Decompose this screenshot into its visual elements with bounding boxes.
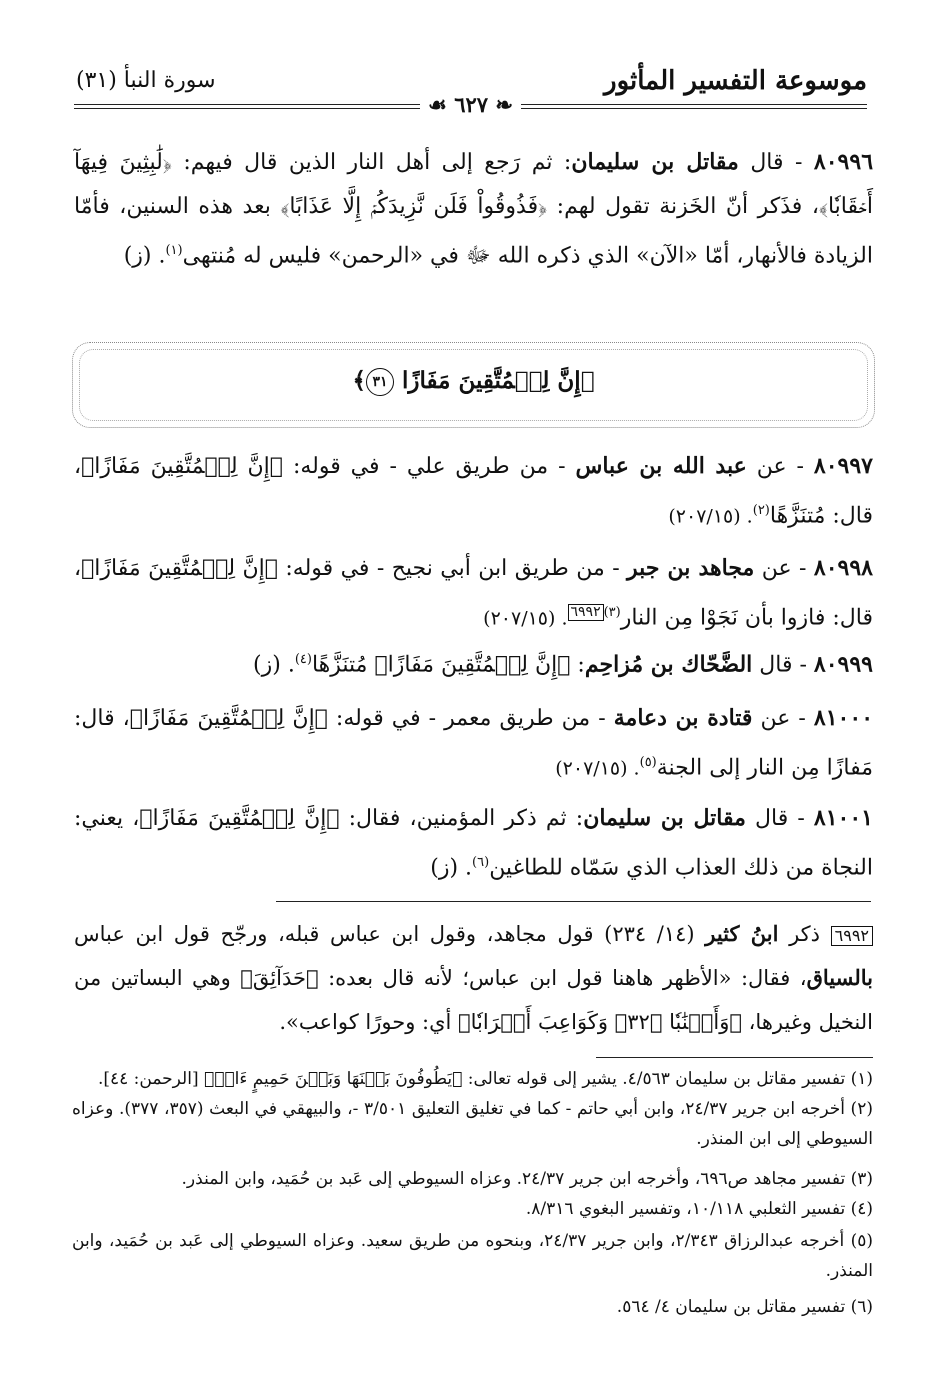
entry-text: - من طريق معمر - في قوله: ﴿إِنَّ لِلۡمُتَّقِينَ مَفَازًا﴾، قال: مَفازًا مِن النار إلى الجنة bbox=[74, 706, 873, 781]
footnote-marker[interactable]: (٢) bbox=[752, 503, 770, 518]
footnote-marker[interactable]: (٣) bbox=[603, 605, 621, 620]
footnote-5: (٥) أخرجه عبدالرزاق ٢/٣٤٣، وابن جرير ٢٤/٣٧، وبنحوه من طريق سعيد. وعزاه السيوطي إلى عَبد بن حُمَيد، وابن المنذر. bbox=[72, 1231, 873, 1281]
entry-80999: ٨٠٩٩٩ - قال الضَّحّاك بن مُزاحِم: ﴿إِنَّ لِلۡمُتَّقِينَ مَفَازًا﴾ مُتنَزَّهًا$^{(٤)}$. (ز) bbox=[253, 651, 873, 678]
entry-intro: قال bbox=[759, 652, 793, 678]
narrator-name: قتادة بن دعامة bbox=[613, 705, 753, 731]
commentary-emphasis: بالسياق bbox=[806, 965, 873, 990]
narrator-name: مقاتل بن سليمان bbox=[571, 149, 739, 175]
commentary-ref-box[interactable]: ٦٩٩٢ bbox=[568, 604, 604, 621]
narrator-name: مقاتل بن سليمان bbox=[583, 805, 746, 831]
ayah-number-badge: ٣١ bbox=[366, 368, 394, 396]
surah-reference: سورة النبأ (٣١) bbox=[76, 68, 216, 93]
ayah-text: ﴿إِنَّ لِلۡمُتَّقِينَ مَفَازًا bbox=[402, 367, 595, 394]
narrator-name: مجاهد بن جبر bbox=[627, 555, 755, 581]
entry-text: : ثم رَجع إلى أهل النار الذين قال فيهم: ﴿لَٰبِثِينَ فِيهَآ أَحۡقَابٗا﴾، فذَكر أنّ الخَزنة تقول لهم: ﴿فَذُوقُواْ فَلَن نَّزِيدَكُمۡ إِلَّا عَذَابًا﴾ بعد هذه السنين، فأمّا الزيادة فالأنهار، أمّا «الآن» الذي ذكره الله ﷻ في «الرحمن» فليس له مُنتهى bbox=[74, 150, 873, 269]
footnote-6: (٦) تفسير مقاتل بن سليمان ٤/ ٥٦٤. bbox=[616, 1297, 873, 1317]
entry-intro: قال bbox=[750, 150, 784, 175]
footnotes-separator bbox=[596, 1057, 873, 1058]
entry-text: - من طريق ابن أبي نجيح - في قوله: ﴿إِنَّ لِلۡمُتَّقِينَ مَفَازًا﴾، قال: فازوا بأن نَجَوْا مِن النار bbox=[74, 556, 873, 631]
entry-80998: ٨٠٩٩٨ - عن مجاهد بن جبر - من طريق ابن أبي نجيح - في قوله: ﴿إِنَّ لِلۡمُتَّقِينَ مَفَازًا﴾، قال: فازوا بأن نَجَوْا مِن النار$^{(٣)}$٦٩٩٢. (٢٠٧/١٥) bbox=[74, 555, 873, 631]
entry-tail: . (ز) bbox=[123, 243, 166, 269]
scholar-name: ابنُ كثير bbox=[705, 921, 779, 946]
page-number-value: ٦٢٧ bbox=[454, 92, 489, 117]
page-number: ❧ ٦٢٧ ☙ bbox=[420, 92, 521, 117]
entry-text: : ثم ذكر المؤمنين، فقال: ﴿إِنَّ لِلۡمُتَّقِينَ مَفَازًا﴾، يعني: النجاة من ذلك العذاب الذي سَمّاه للطاغين bbox=[74, 806, 873, 881]
entry-80997: ٨٠٩٩٧ - عن عبد الله بن عباس - من طريق علي - في قوله: ﴿إِنَّ لِلۡمُتَّقِينَ مَفَازًا﴾، قال: مُتنَزَّهًا$^{(٢)}$. (٢٠٧/١٥) bbox=[74, 453, 873, 529]
footnote-4: (٤) تفسير الثعلبي ١٠/١١٨، وتفسير البغوي ٨/٣١٦. bbox=[525, 1199, 873, 1219]
entry-tail: . (٢٠٧/١٥) bbox=[555, 757, 640, 780]
entry-tail: . (٢٠٧/١٥) bbox=[483, 607, 568, 630]
commentary-separator bbox=[276, 901, 871, 902]
footnote-marker[interactable]: (٤) bbox=[294, 652, 312, 667]
entry-intro: عن bbox=[756, 454, 787, 479]
page-number-wrap bbox=[0, 92, 941, 117]
entry-intro: عن bbox=[761, 556, 792, 581]
footnote-2: (٢) أخرجه ابن جرير ٢٤/٣٧، وابن أبي حاتم - كما في تغليق التعليق ٣/٥٠١ -، والبيهقي في البعث (٣٥٧، ٣٧٧). وعزاه السيوطي إلى ابن المنذر. bbox=[72, 1099, 873, 1149]
narrator-name: عبد الله بن عباس bbox=[575, 453, 747, 479]
entry-number: ٨١٠٠٠ bbox=[813, 705, 874, 731]
entry-text: : ﴿إِنَّ لِلۡمُتَّقِينَ مَفَازًا﴾ مُتنَزَّهًا bbox=[311, 652, 585, 678]
commentary-note bbox=[74, 912, 873, 1044]
entry-81000: ٨١٠٠٠ - عن قتادة بن دعامة - من طريق معمر - في قوله: ﴿إِنَّ لِلۡمُتَّقِينَ مَفَازًا﴾، قال: مَفازًا مِن النار إلى الجنة$^{(٥)}$. (٢٠٧/١٥) bbox=[74, 705, 874, 781]
entry-81001: ٨١٠٠١ - قال مقاتل بن سليمان: ثم ذكر المؤمنين، فقال: ﴿إِنَّ لِلۡمُتَّقِينَ مَفَازًا﴾، يعني: النجاة من ذلك العذاب الذي سَمّاه للطاغين$^{(٦)}$. (ز) bbox=[74, 805, 873, 881]
commentary-text: ذكر bbox=[789, 922, 820, 946]
ayah-banner-text bbox=[73, 367, 874, 396]
entry-intro: عن bbox=[760, 706, 791, 731]
entry-number: ٨١٠٠١ bbox=[813, 805, 873, 831]
entry-tail: . (ز) bbox=[253, 652, 295, 678]
entry-number: ٨٠٩٩٩ bbox=[813, 651, 873, 678]
entry-number: ٨٠٩٩٧ bbox=[813, 453, 873, 479]
entry-tail: . (ز) bbox=[430, 855, 473, 881]
entry-number: ٨٠٩٩٦ bbox=[813, 149, 874, 175]
footnote-marker[interactable]: (٦) bbox=[472, 855, 490, 870]
footnote-3: (٣) تفسير مجاهد ص٦٩٦، وأخرجه ابن جرير ٢٤/٣٧. وعزاه السيوطي إلى عَبد بن حُمَيد، وابن المنذر. bbox=[181, 1169, 873, 1189]
book-title: موسوعة التفسير المأثور bbox=[604, 66, 867, 96]
ayah-close-bracket: ﴾ bbox=[352, 367, 366, 394]
footnote-marker[interactable]: (١) bbox=[165, 243, 183, 258]
entry-number: ٨٠٩٩٨ bbox=[813, 555, 873, 581]
ayah-banner bbox=[72, 342, 875, 428]
commentary-ref-box[interactable]: ٦٩٩٢ bbox=[831, 926, 873, 946]
footnote-1: (١) تفسير مقاتل بن سليمان ٤/٥٦٣. يشير إلى قوله تعالى: ﴿يَطُوفُونَ بَيۡنَهَا وَبَيۡنَ حَمِيمٍ ءَانٖ﴾ [الرحمن: ٤٤]. bbox=[97, 1069, 873, 1089]
entry-tail: . (٢٠٧/١٥) bbox=[668, 505, 753, 528]
commentary-text: ، فقال: «الأظهر هاهنا قول ابن عباس؛ لأنه قال بعده: ﴿حَدَآئِقَ﴾ وهي البساتين من النخيل وغيرها، ﴿وَأَعۡنَٰبٗا ﴿٣٢﴾ وَكَوَاعِبَ أَتۡرَابٗا﴾ أي: وحورًا كواعب». bbox=[74, 966, 873, 1034]
entry-intro: قال bbox=[755, 806, 789, 831]
entry-text: - من طريق علي - في قوله: ﴿إِنَّ لِلۡمُتَّقِينَ مَفَازًا﴾، قال: مُتنَزَّهًا bbox=[74, 454, 873, 529]
narrator-name: الضَّحّاك بن مُزاحِم bbox=[584, 651, 753, 678]
footnote-marker[interactable]: (٥) bbox=[639, 755, 657, 770]
commentary-text: (١٤/ ٢٣٤) قول مجاهد، وقول ابن عباس قبله، ورجّح قول ابن عباس bbox=[74, 922, 695, 946]
entry-80996: ٨٠٩٩٦ - قال مقاتل بن سليمان: ثم رَجع إلى أهل النار الذين قال فيهم: ﴿لَٰبِثِينَ فِيهَآ أَحۡقَابٗا﴾، فذَكر أنّ الخَزنة تقول لهم: ﴿فَذُوقُواْ فَلَن نَّزِيدَكُمۡ إِلَّا عَذَابًا﴾ بعد هذه السنين، فأمّا الزيادة فالأنهار، أمّا «الآن» الذي ذكره الله ﷻ في «الرحمن» فليس له مُنتهى$^{(١)}$. (ز) bbox=[74, 149, 874, 269]
